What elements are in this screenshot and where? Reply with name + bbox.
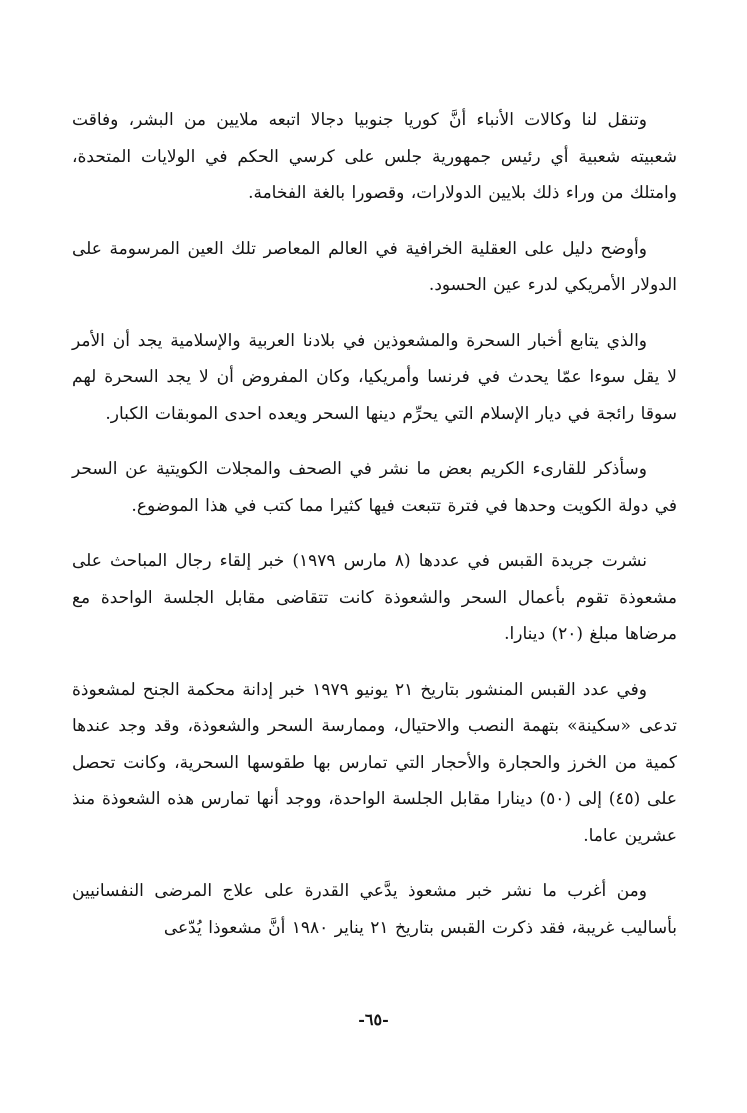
paragraph-6: وفي عدد القبس المنشور بتاريخ ٢١ يونيو ١٩٧٩ خبر إدانة محكمة الجنح لمشعوذة تدعى «سكينة» بتهمة النصب والاحتيال، وممارسة السحر والشعوذة، وقد وجد عندها كمية من الخرز والحجارة والأحجار التي تمارس بها طقوسها السحرية، وكانت تحصل على (٤٥) إلى (٥٠) دينارا مقابل الجلسة الواحدة، ووجد أنها تمارس هذه الشعوذة منذ عشرين عاما.: [72, 679, 677, 846]
paragraph-7: ومن أغرب ما نشر خبر مشعوذ يدَّعي القدرة على علاج المرضى النفسانيين بأساليب غريبة، فقد ذكرت القبس بتاريخ ٢١ يناير ١٩٨٠ أنَّ مشعوذا يُدّعى: [72, 881, 677, 938]
paragraph-3: والذي يتابع أخبار السحرة والمشعوذين في بلادنا العربية والإسلامية يجد أن الأمر لا يقل سوءا عمّا يحدث في فرنسا وأمريكيا، وكان المفروض أن لا يجد السحرة لهم سوقا رائجة في ديار الإسلام التي يحرِّم دينها السحر ويعده احدى الموبقات الكبار.: [72, 330, 677, 424]
paragraph-1: وتنقل لنا وكالات الأنباء أنَّ كوريا جنوبيا دجالا اتبعه ملايين من البشر، وفاقت شعبيته شعبية أي رئيس جمهورية جلس على كرسي الحكم في الولايات المتحدة، وامتلك من وراء ذلك بلايين الدولارات، وقصورا بالغة الفخامة.: [72, 110, 677, 203]
paragraph-2: وأوضح دليل على العقلية الخرافية في العالم المعاصر تلك العين المرسومة على الدولار الأمريكي لدرء عين الحسود.: [72, 238, 677, 295]
page-number: -٦٥-: [358, 1010, 389, 1029]
paragraph-5: نشرت جريدة القبس في عددها (٨ مارس ١٩٧٩) خبر إلقاء رجال المباحث على مشعوذة تقوم بأعمال السحر والشعوذة كانت تتقاضى مقابل الجلسة الواحدة مع مرضاها مبلغ (٢٠) دينارا.: [72, 551, 677, 644]
page-body: [72, 102, 677, 965]
paragraph-4: وسأذكر للقارىء الكريم بعض ما نشر في الصحف والمجلات الكويتية عن السحر في دولة الكويت وحدها في فترة تتبعت فيها كثيرا مما كتب في هذا الموضوع.: [72, 459, 677, 516]
